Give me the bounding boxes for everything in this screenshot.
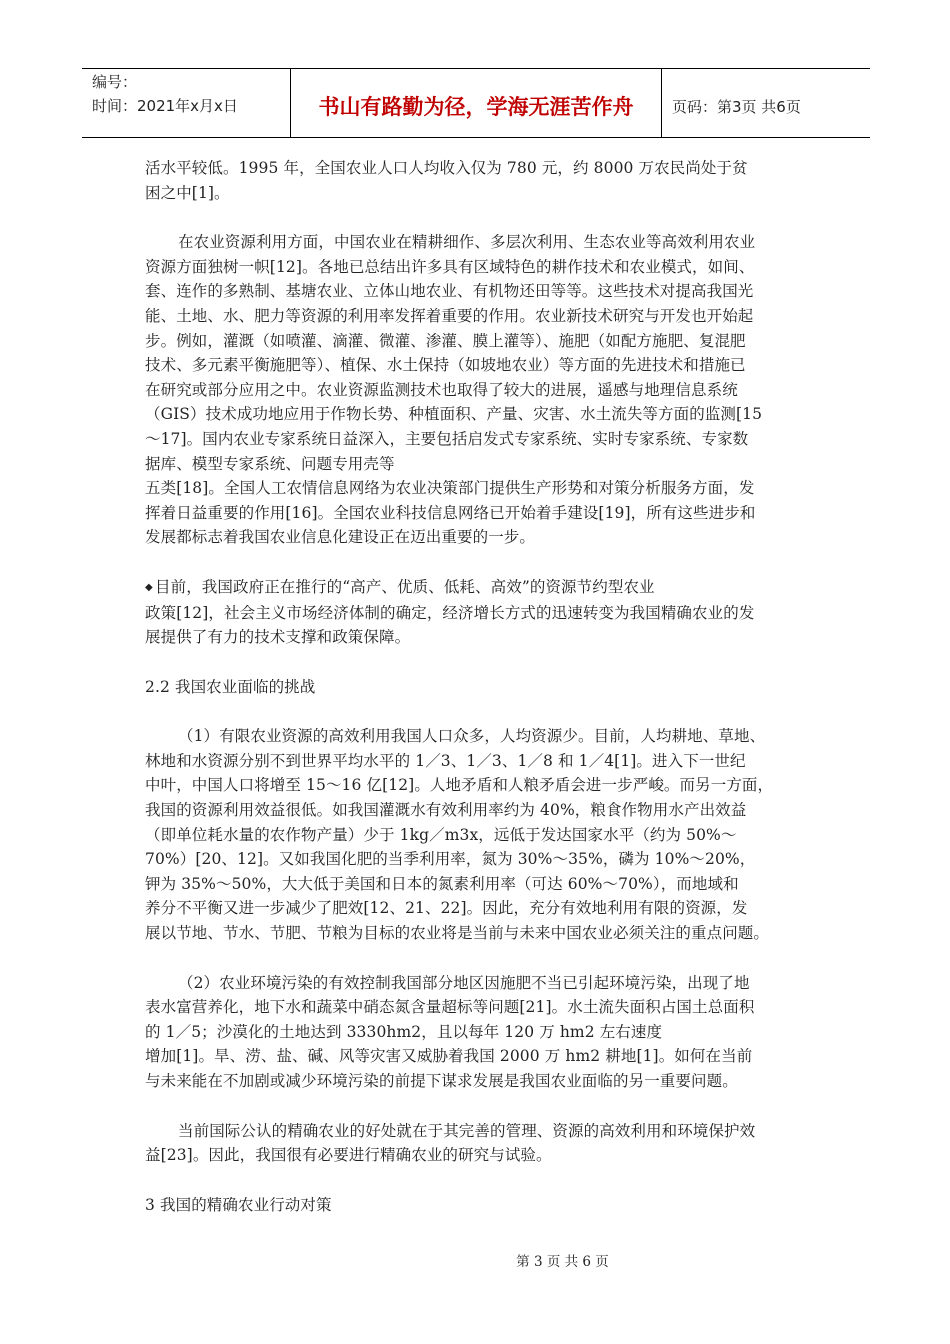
text-line: 展提供了有力的技术支撑和政策保障。 (145, 628, 411, 647)
text-line: 目前，我国政府正在推行的“高产、优质、低耗、高效”的资源节约型农业 (155, 577, 655, 596)
header-motto: 书山有路勤为径，学海无涯苦作舟 (291, 69, 662, 137)
text-line: 据库、模型专家系统、问题专用壳等 (145, 454, 395, 473)
text-line: 套、连作的多熟制、基塘农业、立体山地农业、有机物还田等等。这些技术对提高我国光 (145, 282, 754, 301)
paragraph (145, 156, 810, 205)
section-heading (145, 675, 810, 700)
header-page-label: 页码：第3页 共6页 (672, 97, 801, 116)
text-line: 五类[18]。全国人工农情信息网络为农业决策部门提供生产形势和对策分析服务方面，发 (145, 479, 755, 498)
text-line: 在研究或部分应用之中。农业资源监测技术也取得了较大的进展，遥感与地理信息系统 (145, 380, 738, 399)
section-heading (145, 1193, 810, 1218)
document-body (145, 156, 810, 1217)
text-line: 我国的资源利用效益很低。如我国灌溉水有效利用率约为 40%，粮食作物用水产出效益 (145, 801, 747, 820)
paragraph (145, 724, 810, 945)
text-line: 当前国际公认的精确农业的好处就在于其完善的管理、资源的高效利用和环境保护效 (178, 1121, 756, 1140)
text-line: 发展都标志着我国农业信息化建设正在迈出重要的一步。 (145, 528, 536, 547)
header-time-label: 时间：2021年x月x日 (92, 97, 238, 115)
text-line: 技术、多元素平衡施肥等）、植保、水土保持（如坡地农业）等方面的先进技术和措施已 (145, 356, 746, 375)
text-line: ～17]。国内农业专家系统日益深入，主要包括启发式专家系统、实时专家系统、专家数 (145, 429, 749, 448)
page-footer: 第 3 页 共 6 页 (516, 1254, 609, 1270)
text-line: 的 1／5；沙漠化的土地达到 3330hm2，且以每年 120 万 hm2 左右速度 (145, 1022, 663, 1041)
text-line: 能、土地、水、肥力等资源的利用率发挥着重要的作用。农业新技术研究与开发也开始起 (145, 306, 754, 325)
text-line: 林地和水资源分别不到世界平均水平的 1／3、1／3、1／8 和 1／4[1]。进入下一世纪 (145, 751, 746, 770)
heading-text: 3 我国的精确农业行动对策 (145, 1195, 332, 1214)
text-line: 步。例如，灌溉（如喷灌、滴灌、微灌、渗灌、膜上灌等）、施肥（如配方施肥、复混肥 (145, 331, 746, 350)
text-line: 困之中[1]。 (145, 183, 230, 202)
paragraph (145, 230, 810, 550)
header-number-label: 编号： (92, 73, 138, 91)
heading-text: 2.2 我国农业面临的挑战 (145, 677, 316, 696)
text-line: 钾为 35%～50%，大大低于美国和日本的氮素利用率（可达 60%～70%），而地域和 (145, 874, 739, 893)
text-line: 与未来能在不加剧或减少环境污染的前提下谋求发展是我国农业面临的另一重要问题。 (145, 1072, 738, 1090)
diamond-bullet-icon: ◆ (145, 581, 153, 593)
paragraph (145, 1119, 810, 1168)
text-line: （2）农业环境污染的有效控制我国部分地区因施肥不当已引起环境污染，出现了地 (178, 973, 750, 992)
text-line: 70%）[20、12]。又如我国化肥的当季利用率，氮为 30%～35%，磷为 10%～20%， (145, 850, 756, 869)
text-line: 中叶，中国人口将增至 15～16 亿[12]。人地矛盾和人粮矛盾会进一步严峻。而另一方面， (145, 776, 774, 795)
text-line: 养分不平衡又进一步减少了肥效[12、21、22]。因此，充分有效地利用有限的资源，发 (145, 899, 748, 918)
page-header (82, 68, 870, 138)
text-line: 表水富营养化，地下水和蔬菜中硝态氮含量超标等问题[21]。水土流失面积占国土总面积 (145, 998, 755, 1017)
text-line: 益[23]。因此，我国很有必要进行精确农业的研究与试验。 (145, 1146, 552, 1165)
text-line: 政策[12]，社会主义市场经济体制的确定，经济增长方式的迅速转变为我国精确农业的发 (145, 603, 755, 622)
text-line: 在农业资源利用方面，中国农业在精耕细作、多层次利用、生态农业等高效利用农业 (178, 233, 756, 252)
text-line: 活水平较低。1995 年，全国农业人口人均收入仅为 780 元，约 8000 万农民尚处于贫 (145, 159, 748, 177)
text-line: 挥着日益重要的作用[16]。全国农业科技信息网络已开始着手建设[19]，所有这些进步和 (145, 503, 756, 522)
text-line: 增加[1]。旱、涝、盐、碱、风等灾害又威胁着我国 2000 万 hm2 耕地[1]。如何在当前 (145, 1047, 753, 1066)
text-line: （GIS）技术成功地应用于作物长势、种植面积、产量、灾害、水土流失等方面的监测[15 (145, 405, 763, 424)
bullet-paragraph (145, 575, 810, 650)
text-line: 展以节地、节水、节肥、节粮为目标的农业将是当前与未来中国农业必须关注的重点问题。 (145, 924, 770, 943)
paragraph (145, 971, 810, 1094)
header-meta (82, 69, 291, 137)
text-line: （1）有限农业资源的高效利用我国人口众多，人均资源少。目前，人均耕地、草地、 (178, 727, 766, 746)
text-line: 资源方面独树一帜[12]。各地已总结出许多具有区域特色的耕作技术和农业模式，如间、 (145, 257, 755, 276)
text-line: （即单位耗水量的农作物产量）少于 1kg／m3x，远低于发达国家水平（约为 50%～ (145, 825, 737, 844)
